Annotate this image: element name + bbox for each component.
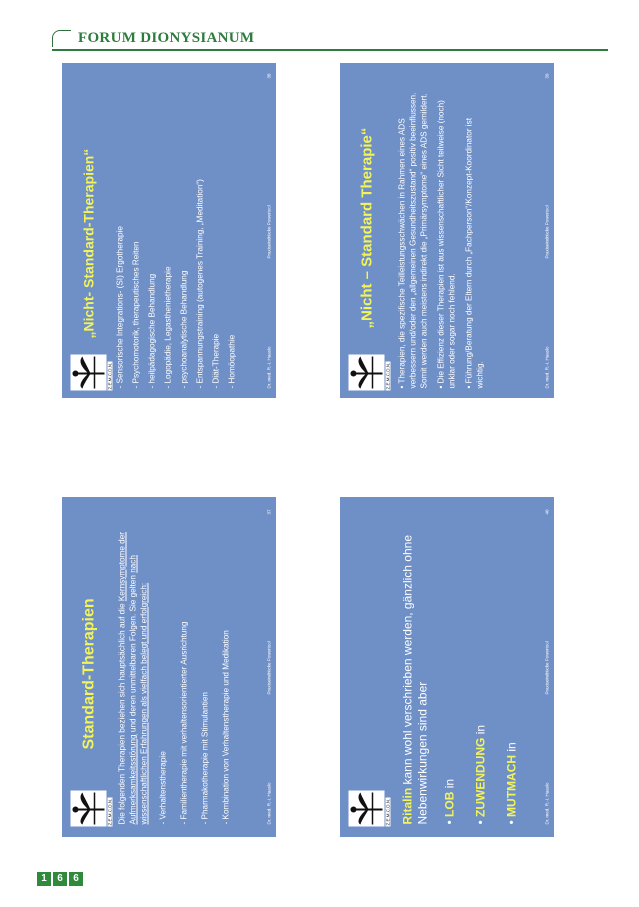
list-item: • LOB in — [442, 778, 456, 825]
footer-author: Dr. med. R.-I. Haaslo — [266, 782, 271, 825]
slide-body — [396, 88, 491, 388]
logo-text: Z.E.M.C.D.N. — [107, 362, 112, 389]
page-number — [37, 872, 83, 886]
bird-logo-icon — [70, 791, 106, 827]
logo — [70, 791, 106, 827]
page-digit: 6 — [53, 872, 67, 886]
footer-source: Praxiseindrücke Powertool — [544, 641, 549, 695]
header-title: FORUM DIONYSIANUM — [78, 30, 255, 46]
logo-text: Z.E.M.C.D.N. — [385, 362, 390, 389]
header-tab-decoration — [52, 30, 71, 47]
slide-body: Ritalin kann wohl verschrieben werden, gänzlich ohne Nebenwirkungen sind aber • LOB in • ZUWENDUNG in • MUTMACH in — [400, 515, 535, 825]
footer-slide-number: 40 — [544, 509, 549, 515]
list-item: - Kombination von Verhaltenstherapie und Medikation — [221, 630, 230, 825]
slide-38 — [62, 63, 276, 398]
list-item: • MUTMACH in — [504, 742, 518, 825]
bullet-item: • Die Effizienz dieser Therapien ist aus wissenschaftlicher Sicht teilweise (noch) unklar oder sogar noch fehlend. — [436, 99, 456, 388]
bird-logo-icon — [348, 354, 384, 390]
logo-text: Z.E.M.C.D.N. — [385, 798, 390, 826]
slide-body — [116, 515, 241, 825]
page-digit: 6 — [69, 872, 83, 886]
list-item: - Sensorische Integrations- (SI) Ergotherapie — [115, 225, 124, 388]
page-header — [52, 30, 608, 50]
list-item: - Logopädie, Legasthenietherapie — [163, 265, 172, 388]
footer-author: Dr. med. R.-I. Haaslo — [266, 345, 271, 388]
footer-source: Praxiseindrücke Powertool — [266, 641, 271, 695]
footer-slide-number: 39 — [544, 73, 549, 79]
ritalin-word: Ritalin — [400, 787, 414, 825]
footer-author: Dr. med. R.-I. Haaslo — [544, 345, 549, 388]
footer-author: Dr. med. R.-I. Haaslo — [544, 782, 549, 825]
list-item: - Homöopathie — [227, 334, 236, 388]
list-item: - Psychomotorik, therapeutisches Reiten — [131, 241, 140, 388]
slide-title: „Nicht- Standard-Therapien“ — [80, 148, 96, 338]
bird-logo-icon — [348, 791, 384, 827]
bird-logo-icon — [70, 354, 106, 390]
list-item: • ZUWENDUNG in — [473, 724, 487, 825]
list-item: - Familientherapie mit verhaltensorientierter Ausrichtung — [179, 621, 188, 825]
bullet-item: • Führung/Beratung der Eltern durch „Fachperson“/Konzept-Koordinator ist wichtig. — [464, 117, 484, 388]
page-digit: 1 — [37, 872, 51, 886]
footer-slide-number: 37 — [266, 509, 271, 515]
logo — [348, 791, 384, 827]
logo — [70, 354, 106, 390]
list-item: - Verhaltenstherapie — [158, 751, 167, 825]
slide-title: „Nicht – Standard Therapie“ — [358, 127, 375, 328]
footer-source: Praxiseindrücke Powertool — [266, 204, 271, 258]
slide-39 — [340, 63, 554, 398]
bullet-item: • Therapien, die spezifische Teilleistungsschwächen in Rahmen eines ADS verbessern und/oder den „allgemeinen Gesundheitszustand“ positiv beeinflussen. Somit werden auch meistens indirekt die „Primärsymptome“ eines ADS gemildert. — [397, 92, 428, 388]
slide-40 — [340, 497, 554, 837]
footer-slide-number: 38 — [266, 73, 271, 79]
list-item: - Diät-Therapie — [211, 333, 220, 388]
logo-text: Z.E.M.C.D.N. — [107, 798, 112, 826]
intro-paragraph: Die folgenden Therapien beziehen sich hauptsächlich auf die Kernsymptome der Aufmerksamkeitsstörung und deren unmittelbaren Folgen. Sie gelten nach wissenschaftlichen Erfahrungen als vielfach belegt und erfolgreich: — [117, 531, 148, 825]
list-item: - heilpädagogische Behandlung — [147, 273, 156, 388]
header-rule — [52, 49, 608, 51]
slide-body — [114, 78, 242, 388]
slide-title: Standard-Therapien — [80, 598, 97, 750]
logo — [348, 354, 384, 390]
footer-source: Praxiseindrücke Powertool — [544, 204, 549, 258]
list-item: - Entspannungstraining (autogenes Training, „Meditation“) — [195, 178, 204, 388]
list-item: - psychoanalytische Behandlung — [179, 270, 188, 388]
list-item: - Pharmakotherapie mit Stimulantien — [200, 692, 209, 825]
slide-37 — [62, 497, 276, 837]
